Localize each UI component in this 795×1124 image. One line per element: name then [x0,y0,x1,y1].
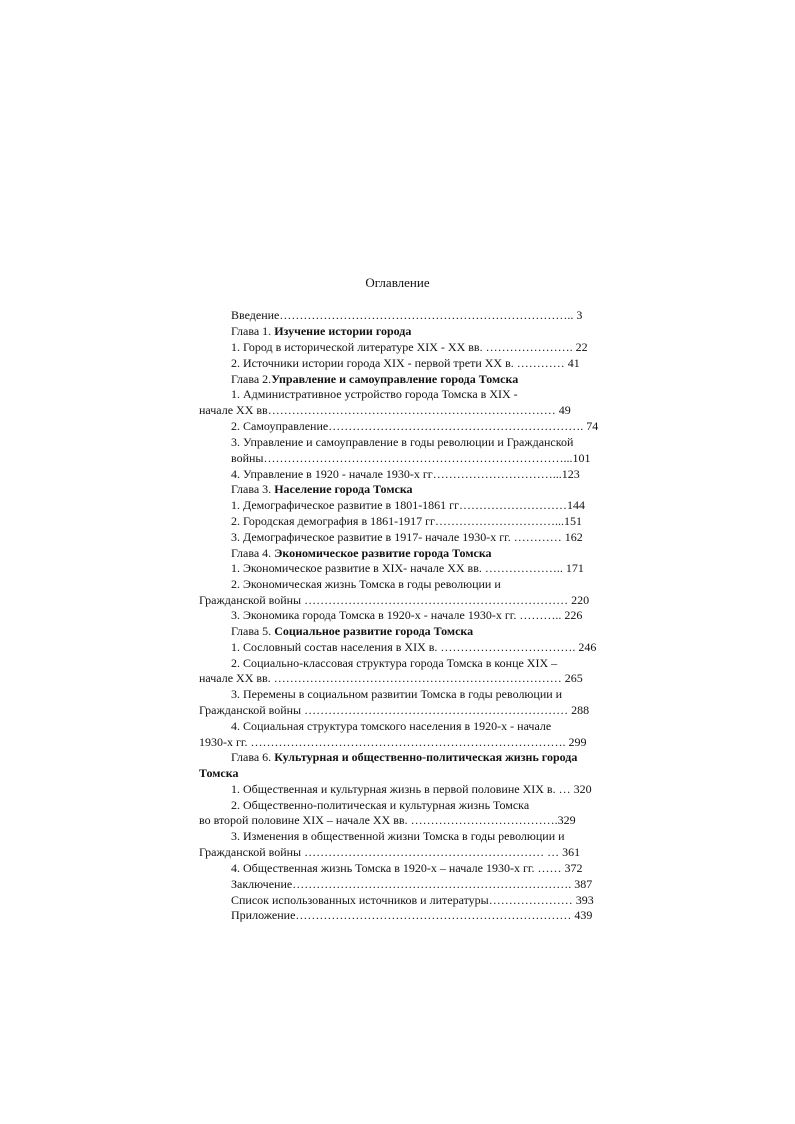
toc-entry: 4. Общественная жизнь Томска в 1920-х – начале 1930-х гг. …… 372 [231,861,583,875]
chapter-prefix: Глава 2. [231,372,272,386]
chapter-title: Изучение истории города [274,324,412,338]
toc-entry: 2. Источники истории города XIX - первой трети XX в. ………… 41 [231,356,580,370]
toc-entry-conclusion: Заключение……………………………………………………………. 387 [231,877,593,891]
toc-entry: 2. Общественно-политическая и культурная жизнь Томска [231,798,530,812]
toc-entry: 4. Управление в 1920 - начале 1930-х гг…………………………...123 [231,467,580,481]
toc-entry: 2. Городская демография в 1861-1917 гг…………………………...151 [231,514,582,528]
chapter-prefix: Глава 4. [231,546,275,560]
toc-chapter-6-heading-continuation: Томска [199,766,239,780]
toc-entry-introduction: Введение……………………………………………………………….. 3 [231,308,583,322]
toc-entry: 3. Демографическое развитие в 1917- начале 1930-х гг. ………… 162 [231,530,583,544]
toc-entry: 2. Самоуправление………………………………………………………. 74 [231,419,599,433]
toc-entry-continuation: Гражданской войны …………………………………………………… … 361 [199,845,581,859]
chapter-title: Социальное развитие города Томска [274,624,474,638]
toc-entry: 3. Перемены в социальном развитии Томска в годы революции и [231,687,563,701]
toc-entry-continuation: войны…………………………………………………………………...101 [231,451,591,465]
toc-entry-continuation: начале XX вв. ……………………………………………………………… 265 [199,671,583,685]
toc-chapter-5-heading [231,623,473,639]
toc-entry-appendix: Приложение…………………………………………………………… 439 [231,908,593,922]
chapter-title: Население города Томска [274,482,413,496]
chapter-prefix: Глава 5. [231,624,275,638]
toc-chapter-3-heading [231,481,413,497]
chapter-prefix: Глава 3. [231,482,275,496]
toc-entry: 1. Сословный состав населения в XIX в. ……………………………. 246 [231,640,597,654]
chapter-title: Экономическое развитие города Томска [274,546,492,560]
toc-entry: 1. Административное устройство города Томска в XIX - [231,387,518,401]
toc-chapter-2-heading [231,371,518,387]
toc-entry: 2. Экономическая жизнь Томска в годы революции и [231,577,501,591]
chapter-title: Управление и самоуправление города Томска [271,372,519,386]
toc-entry-continuation: во второй половине XIX – начале XX вв. ……………………………….329 [199,813,576,827]
toc-entry: 1. Город в исторической литературе XIX - XX вв. …………………. 22 [231,340,588,354]
toc-chapter-6-heading [231,749,577,765]
toc-chapter-1-heading [231,323,411,339]
chapter-prefix: Глава 6. [231,750,275,764]
page-title: Оглавление [365,275,430,290]
toc-entry: 1. Демографическое развитие в 1801-1861 гг………………………144 [231,498,586,512]
toc-entry: 3. Управление и самоуправление в годы революции и Гражданской [231,435,574,449]
toc-entry-continuation: Гражданской войны ………………………………………………………… 220 [199,593,590,607]
toc-entry: 1. Экономическое развитие в XIX- начале XX вв. ……………….. 171 [231,561,584,575]
toc-entry: 1. Общественная и культурная жизнь в первой половине XIX в. … 320 [231,782,592,796]
toc-entry-bibliography: Список использованных источников и литературы………………… 393 [231,893,594,907]
toc-entry: 2. Социально-классовая структура города Томска в конце XIX – [231,656,558,670]
toc-entry: 4. Социальная структура томского населения в 1920-х - начале [231,719,552,733]
toc-entry: 3. Изменения в общественной жизни Томска в годы революции и [231,829,565,843]
toc-chapter-4-heading [231,545,492,561]
toc-entry: 3. Экономика города Томска в 1920-х - начале 1930-х гг. ……….. 226 [231,608,583,622]
chapter-prefix: Глава 1. [231,324,275,338]
toc-entry-continuation: 1930-х гг. ……………………………………………………………………. 299 [199,735,587,749]
chapter-title: Культурная и общественно-политическая жизнь города [274,750,578,764]
toc-entry-continuation: начале XX вв……………………………………………………………… 49 [199,403,571,417]
toc-entry-continuation: Гражданской войны ………………………………………………………… 288 [199,703,590,717]
